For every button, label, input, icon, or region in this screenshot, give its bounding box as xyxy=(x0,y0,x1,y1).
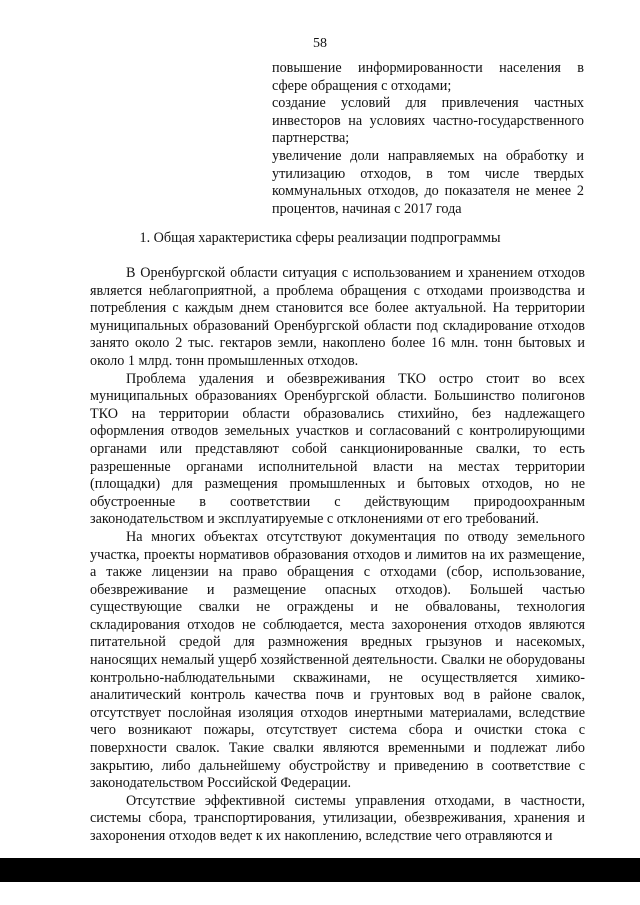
list-item: повышение информированности населения в сфере обращения с отходами; xyxy=(272,60,584,94)
scan-bottom-edge xyxy=(0,858,640,882)
list-item: создание условий для привлечения частных инвесторов на условиях частно-государственного партнерства; xyxy=(272,95,584,147)
list-item: увеличение доли направляемых на обработку и утилизацию отходов, в том числе твердых коммунальных отходов, до показателя не менее 2 процентов, начиная с 2017 года xyxy=(272,147,584,217)
paragraph: На многих объектах отсутствуют документация по отводу земельного участка, проекты нормативов образования отходов и лимитов на их размещение, а также лицензии на право обращения с отходами (сбор, использование, обезвреживание и размещение опасных отходов). Большей частью существующие свалки не ограждены и не обвалованы, технология складирования отходов не соблюдается, места захоронения отходов являются питательной средой для размножения вредных грызунов и насекомых, наносящих немалый ущерб хозяйственной деятельности. Свалки не оборудованы контрольно-наблюдательными скважинами, не осуществляется химико-аналитический контроль качества почв и грунтовых вод в районе свалок, отсутствует послойная изоляция отходов инертными материалами, вследствие чего возникают пожары, отсутствует система сбора и очистки стока с поверхности свалок. Такие свалки являются временными и подлежат либо закрытию, либо дальнейшему обустройству и приведению в соответствие с законодательством Российской Федерации. xyxy=(90,528,585,792)
paragraph: В Оренбургской области ситуация с использованием и хранением отходов является неблагоприятной, а проблема обращения с отходами производства и потребления с каждым днем становится все более актуальной. На территории муниципальных образований Оренбургской области под складирование отходов занято около 2 тыс. гектаров земли, накоплено более 16 млн. тонн бытовых и около 1 млрд. тонн промышленных отходов. xyxy=(90,265,585,369)
paragraph: Проблема удаления и обезвреживания ТКО остро стоит во всех муниципальных образованиях Оренбургской области. Большинство полигонов ТКО на территории области образовались стихийно, без надлежащего оформления отводов земельных участков и согласований с контролирующими органами или представляют собой санкционированные свалки, то есть разрешенные органами исполнительной власти на местах территории (площадки) для размещения промышленных и бытовых отходов, но не обустроенные в соответствии с действующим природоохранным законодательством и эксплуатируемые с отклонениями от его требований. xyxy=(90,370,585,528)
paragraph: Отсутствие эффективной системы управления отходами, в частности, системы сбора, транспортирования, утилизации, обезвреживания, хранения и захоронения отходов ведет к их накоплению, вследствие чего отравляются и xyxy=(90,792,585,844)
goals-list xyxy=(272,60,584,218)
page-number: 58 xyxy=(313,36,327,51)
section-heading: 1. Общая характеристика сферы реализации подпрограммы xyxy=(139,230,501,246)
body-text xyxy=(90,265,585,846)
